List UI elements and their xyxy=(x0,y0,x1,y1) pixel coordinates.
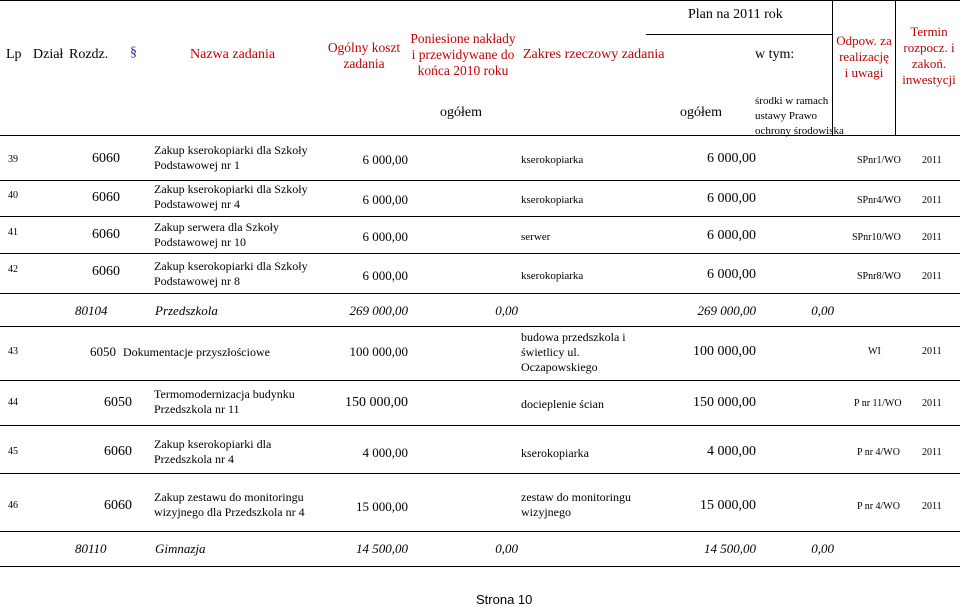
row-lp: 44 xyxy=(8,397,18,408)
page-number: Strona 10 xyxy=(476,592,533,607)
row-paragraph: 6050 xyxy=(104,395,132,410)
row-odpow: WI xyxy=(868,346,881,357)
row-zakres: zestaw do monitoringu wizyjnego xyxy=(521,490,631,519)
col-paragraph: § xyxy=(130,45,137,60)
col-lp: Lp xyxy=(6,47,22,62)
col-zakres: Zakres rzeczowy zadania xyxy=(523,47,665,62)
row-koszt: 6 000,00 xyxy=(362,192,408,207)
col-dzial: Dział xyxy=(33,47,64,62)
col-koszt: Ogólny koszt zadania xyxy=(327,40,401,71)
row-termin: 2011 xyxy=(922,346,942,357)
row-zakres: kserokopiarka xyxy=(521,446,589,460)
row-termin: 2011 xyxy=(922,155,942,166)
row-koszt: 15 000,00 xyxy=(356,499,408,514)
row-termin: 2011 xyxy=(922,232,942,243)
header-col-divider xyxy=(895,0,896,136)
row-separator xyxy=(0,531,960,532)
section-koszt: 14 500,00 xyxy=(356,541,408,556)
row-name: Zakup serwera dla Szkoły Podstawowej nr 10 xyxy=(154,220,279,249)
row-lp: 41 xyxy=(8,227,18,238)
row-separator xyxy=(0,473,960,474)
row-odpow: P nr 4/WO xyxy=(857,501,900,512)
section-rozdz: 80104 xyxy=(75,303,108,318)
section-name: Gimnazja xyxy=(155,541,206,556)
section-ogolem: 269 000,00 xyxy=(697,303,756,318)
row-termin: 2011 xyxy=(922,271,942,282)
row-paragraph: 6060 xyxy=(104,498,132,513)
row-name: Zakup kserokopiarki dla Szkoły Podstawowej nr 4 xyxy=(154,182,308,211)
section-ogolem: 14 500,00 xyxy=(704,541,756,556)
row-paragraph: 6060 xyxy=(92,151,120,166)
row-lp: 42 xyxy=(8,264,18,275)
row-termin: 2011 xyxy=(922,501,942,512)
plan-divider xyxy=(646,34,832,35)
row-zakres: serwer xyxy=(521,231,551,243)
section-koszt: 269 000,00 xyxy=(349,303,408,318)
row-ogolem: 6 000,00 xyxy=(707,267,756,282)
col-ogolem-plan: ogółem xyxy=(680,105,722,120)
row-zakres: budowa przedszkola i świetlicy ul. Oczapowskiego xyxy=(521,330,626,374)
row-ogolem: 150 000,00 xyxy=(693,395,756,410)
row-ogolem: 6 000,00 xyxy=(707,228,756,243)
row-zakres: kserokopiarka xyxy=(521,194,584,206)
row-odpow: P nr 11/WO xyxy=(854,398,902,409)
row-separator xyxy=(0,216,960,217)
row-name: Zakup kserokopiarki dla Szkoły Podstawowej nr 1 xyxy=(154,143,308,172)
row-separator xyxy=(0,380,960,381)
col-ogolem-koszt: ogółem xyxy=(440,105,482,120)
row-name: Zakup zestawu do monitoringu wizyjnego dla Przedszkola nr 4 xyxy=(154,490,305,519)
row-ogolem: 100 000,00 xyxy=(693,344,756,359)
row-odpow: P nr 4/WO xyxy=(857,447,900,458)
col-odpow: Odpow. za realizację i uwagi xyxy=(836,33,892,80)
row-termin: 2011 xyxy=(922,447,942,458)
row-separator xyxy=(0,253,960,254)
row-koszt: 6 000,00 xyxy=(362,229,408,244)
row-paragraph: 6060 xyxy=(92,227,120,242)
row-separator xyxy=(0,326,960,327)
row-lp: 46 xyxy=(8,500,18,511)
row-lp: 39 xyxy=(8,154,18,165)
row-koszt: 6 000,00 xyxy=(362,268,408,283)
row-lp: 40 xyxy=(8,190,18,201)
col-wtym: w tym: xyxy=(755,47,795,62)
row-lp: 45 xyxy=(8,446,18,457)
row-separator xyxy=(0,566,960,567)
row-termin: 2011 xyxy=(922,398,942,409)
row-separator xyxy=(0,293,960,294)
row-name: Zakup kserokopiarki dla Szkoły Podstawowej nr 8 xyxy=(154,259,308,288)
row-separator xyxy=(0,425,960,426)
row-paragraph: 6060 xyxy=(104,444,132,459)
section-srodki: 0,00 xyxy=(811,303,834,318)
row-odpow: SPnr1/WO xyxy=(857,155,901,166)
row-zakres: kserokopiarka xyxy=(521,154,584,166)
row-name: Termomodernizacja budynku Przedszkola nr 11 xyxy=(154,387,295,416)
section-naklady: 0,00 xyxy=(495,303,518,318)
row-ogolem: 15 000,00 xyxy=(700,498,756,513)
row-paragraph: 6060 xyxy=(92,190,120,205)
row-zakres: docieplenie ścian xyxy=(521,397,604,411)
section-rozdz: 80110 xyxy=(75,541,107,556)
row-termin: 2011 xyxy=(922,195,942,206)
col-plan: Plan na 2011 rok xyxy=(688,7,783,22)
row-odpow: SPnr8/WO xyxy=(857,271,901,282)
row-separator xyxy=(0,180,960,181)
col-naklady: Poniesione nakłady i przewidywane do końca 2010 roku xyxy=(410,31,516,78)
row-odpow: SPnr4/WO xyxy=(857,195,901,206)
row-paragraph: 6060 xyxy=(92,264,120,279)
col-srodki: środki w ramach ustawy Prawo ochrony środowiska xyxy=(755,95,844,137)
row-name: Zakup kserokopiarki dla Przedszkola nr 4 xyxy=(154,437,272,466)
row-koszt: 150 000,00 xyxy=(345,395,408,410)
col-rozdz: Rozdz. xyxy=(69,47,109,62)
col-termin: Termin rozpocz. i zakoń. inwestycji xyxy=(902,24,956,87)
section-srodki: 0,00 xyxy=(811,541,834,556)
row-koszt: 4 000,00 xyxy=(362,445,408,460)
row-lp: 43 xyxy=(8,346,18,357)
section-naklady: 0,00 xyxy=(495,541,518,556)
section-name: Przedszkola xyxy=(155,303,218,318)
row-zakres: kserokopiarka xyxy=(521,270,584,282)
row-koszt: 6 000,00 xyxy=(362,152,408,167)
row-odpow: SPnr10/WO xyxy=(852,232,901,243)
row-koszt: 100 000,00 xyxy=(349,344,408,359)
row-paragraph: 6050 xyxy=(90,344,116,359)
col-nazwa: Nazwa zadania xyxy=(190,47,276,62)
row-ogolem: 4 000,00 xyxy=(707,444,756,459)
header-top-border xyxy=(0,0,960,1)
row-name: Dokumentacje przyszłościowe xyxy=(123,345,270,359)
row-ogolem: 6 000,00 xyxy=(707,191,756,206)
row-ogolem: 6 000,00 xyxy=(707,151,756,166)
